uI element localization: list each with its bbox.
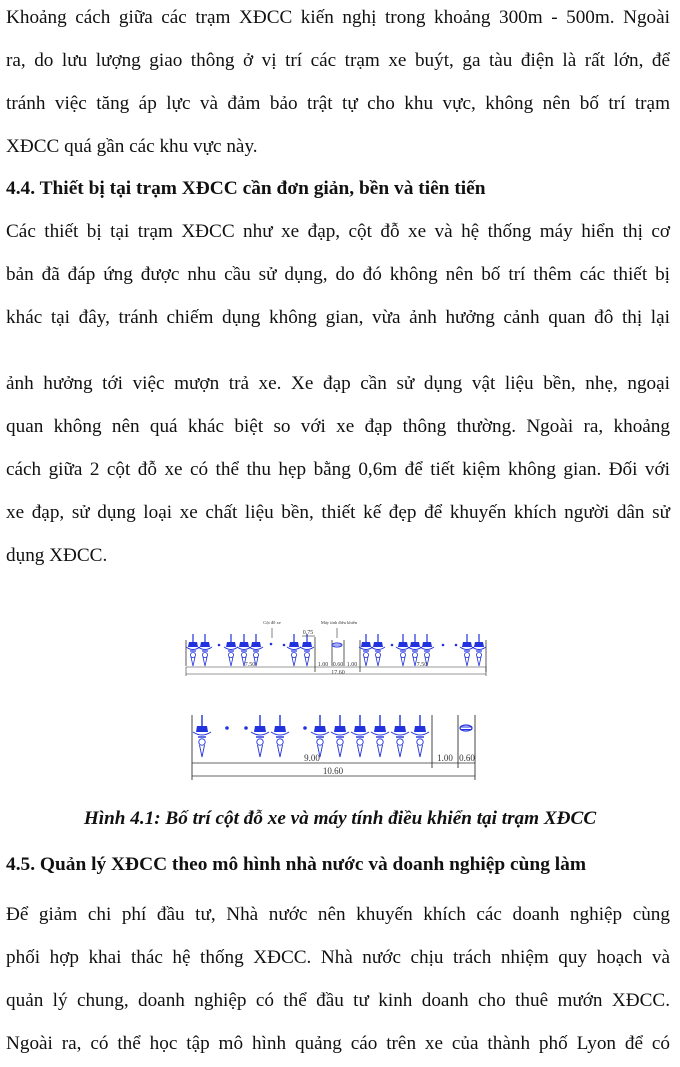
heading-4-5: 4.5. Quản lý XĐCC theo mô hình nhà nước và doanh nghiệp cùng làm xyxy=(6,854,586,875)
paragraph-2-line-1: Các thiết bị tại trạm XĐCC như xe đạp, cột đỗ xe và hệ thống máy hiển thị cơ xyxy=(6,221,670,242)
dim-computer: 0.60 xyxy=(332,662,344,668)
label-computer: Máy tính điều khiển xyxy=(320,620,358,625)
dim-right-group: 7.50 xyxy=(416,662,428,668)
paragraph-3-line-1: Để giảm chi phí đầu tư, Nhà nước nên khuyến khích các doanh nghiệp cùng xyxy=(6,904,670,925)
paragraph-1-line-1: Khoảng cách giữa các trạm XĐCC kiến nghị trong khoảng 300m - 500m. Ngoài xyxy=(6,7,670,28)
label-dock: Cột đỗ xe xyxy=(263,620,281,625)
dim-computer-bottom: 0.60 xyxy=(459,753,475,763)
dim-gap: 1.00 xyxy=(437,753,453,763)
heading-4-4: 4.4. Thiết bị tại trạm XĐCC cần đơn giản, bền và tiên tiến xyxy=(6,178,486,199)
dim-total: 17.60 xyxy=(331,670,345,676)
paragraph-1-line-4: XĐCC quá gần các khu vực này. xyxy=(6,136,258,157)
paragraph-1-line-3: tránh việc tăng áp lực và đảm bảo trật tự cho khu vực, không nên bố trí trạm xyxy=(6,93,670,114)
dim-spacing: 0.75 xyxy=(302,630,314,636)
figure-caption: Hình 4.1: Bố trí cột đỗ xe và máy tính điều khiển tại trạm XĐCC xyxy=(83,808,597,829)
dim-gap-right: 1.00 xyxy=(346,662,358,668)
layout-diagram xyxy=(0,612,680,787)
dim-gap-left: 1.00 xyxy=(317,662,329,668)
paragraph-2-line-2: bản đã đáp ứng được nhu cầu sử dụng, do đó không nên bố trí thêm các thiết bị xyxy=(6,264,670,285)
figure-4-1-bike-station-layout xyxy=(0,612,680,787)
paragraph-2-line-3: khác tại đây, tránh chiếm dụng không gian, vừa ảnh hưởng cảnh quan đô thị lại xyxy=(6,307,670,328)
paragraph-2-line-4: ảnh hưởng tới việc mượn trả xe. Xe đạp cần sử dụng vật liệu bền, nhẹ, ngoại xyxy=(6,373,670,394)
bottom-layout xyxy=(192,715,475,780)
dim-total-bottom: 10.60 xyxy=(322,766,344,776)
paragraph-3-line-3: quản lý chung, doanh nghiệp có thể đầu tư kinh doanh cho thuê mướn XĐCC. xyxy=(6,990,670,1011)
paragraph-2-line-7: xe đạp, sử dụng loại xe chất liệu bền, thiết kế đẹp để khuyến khích người dân sử xyxy=(6,502,670,523)
dim-left-group: 7.50 xyxy=(244,662,256,668)
top-layout xyxy=(186,620,486,676)
paragraph-2-line-5: quan không nên quá khác biệt so với xe đạp thông thường. Ngoài ra, khoảng xyxy=(6,416,670,437)
dim-group: 9.00 xyxy=(304,753,320,763)
paragraph-2-line-8: dụng XĐCC. xyxy=(6,545,108,566)
paragraph-3-line-2: phối hợp khai thác hệ thống XĐCC. Nhà nước chịu trách nhiệm quy hoạch và xyxy=(6,947,670,968)
paragraph-2-line-6: cách giữa 2 cột đỗ xe có thể thu hẹp bằng 0,6m để tiết kiệm không gian. Đối với xyxy=(6,459,670,480)
paragraph-1-line-2: ra, do lưu lượng giao thông ở vị trí các trạm xe buýt, ga tàu điện là rất lớn, để xyxy=(6,50,670,71)
paragraph-3-line-4: Ngoài ra, có thể học tập mô hình quảng cáo trên xe của thành phố Lyon để có xyxy=(6,1033,670,1054)
